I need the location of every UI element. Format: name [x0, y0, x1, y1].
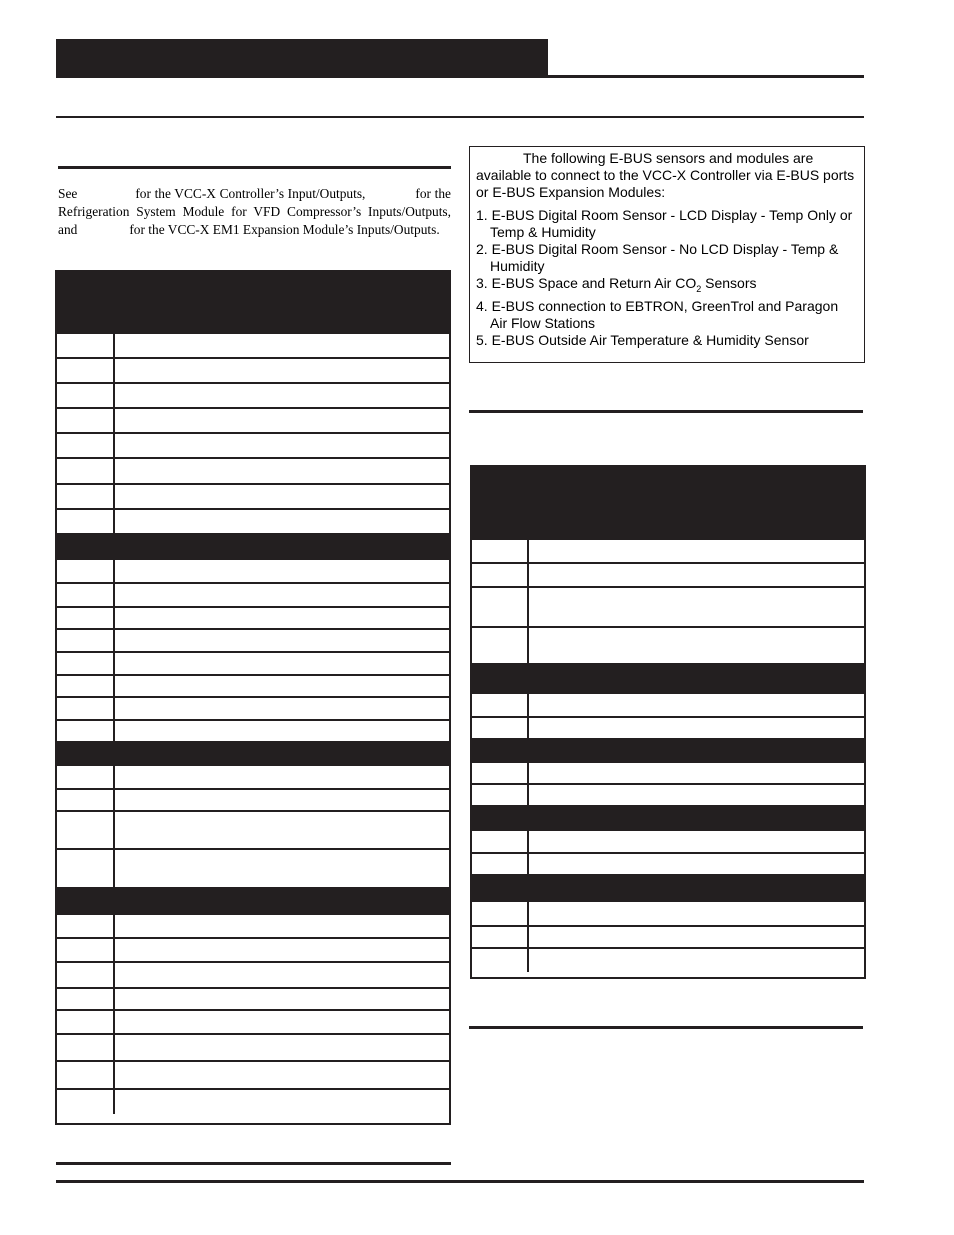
table-row — [472, 626, 864, 663]
ebus-list-item: 1. E-BUS Digital Room Sensor - LCD Display - Temp Only or Temp & Humidity — [476, 207, 853, 240]
table-row — [57, 582, 449, 606]
table-column-divider — [113, 334, 115, 357]
table-row — [57, 382, 449, 407]
intro-prefix: See — [58, 186, 78, 201]
table-row — [57, 1009, 449, 1033]
table-row — [57, 937, 449, 961]
table-row — [472, 692, 864, 716]
table-row — [472, 562, 864, 586]
right-section-rule-2 — [469, 1026, 863, 1029]
table-section-header — [472, 874, 864, 900]
table-column-divider — [527, 540, 529, 562]
table-row — [57, 987, 449, 1009]
table-row — [57, 432, 449, 457]
table-column-divider — [113, 1090, 115, 1114]
ebus-list — [476, 207, 858, 349]
table-section-header — [472, 738, 864, 761]
table-row — [472, 716, 864, 738]
table-column-divider — [113, 584, 115, 606]
table-column-divider — [113, 560, 115, 582]
table-row — [57, 810, 449, 848]
left-io-table — [55, 270, 451, 1125]
table-column-divider — [113, 790, 115, 810]
table-row — [57, 719, 449, 741]
table-column-divider — [527, 902, 529, 925]
ebus-list-item: 2. E-BUS Digital Room Sensor - No LCD Display - Temp & Humidity — [476, 241, 839, 274]
table-row — [57, 913, 449, 937]
table-column-divider — [527, 718, 529, 738]
table-row — [472, 538, 864, 562]
intro-paragraph — [58, 185, 451, 239]
table-column-divider — [113, 384, 115, 407]
table-row — [57, 961, 449, 987]
table-column-divider — [113, 459, 115, 483]
table-row — [472, 925, 864, 947]
table-column-divider — [527, 588, 529, 626]
table-row — [57, 1033, 449, 1060]
table-column-divider — [113, 1035, 115, 1060]
table-header — [472, 467, 864, 538]
table-column-divider — [113, 409, 115, 432]
table-column-divider — [113, 766, 115, 788]
table-header — [57, 272, 449, 332]
table-column-divider — [113, 963, 115, 987]
footer-rule — [56, 1180, 864, 1183]
table-row — [472, 586, 864, 626]
table-row — [472, 947, 864, 972]
ebus-list-item: 3. E-BUS Space and Return Air $CO_2$ Sensors — [476, 275, 757, 294]
intro-part3: for the VCC-X EM1 Expansion Module’s Inputs/Outputs. — [129, 222, 440, 237]
table-column-divider — [113, 359, 115, 382]
table-column-divider — [113, 698, 115, 719]
table-column-divider — [113, 721, 115, 741]
table-row — [57, 628, 449, 651]
table-row — [57, 1088, 449, 1114]
table-row — [57, 508, 449, 533]
table-row — [57, 606, 449, 628]
table-row — [57, 332, 449, 357]
table-column-divider — [113, 915, 115, 937]
table-row — [472, 900, 864, 925]
table-column-divider — [527, 785, 529, 805]
table-section-header — [57, 741, 449, 764]
intro-part2: for the Refrigeration System Module for VFD Compressor’s Inputs/Outputs, and — [58, 186, 451, 237]
table-row — [472, 783, 864, 805]
table-column-divider — [527, 628, 529, 663]
table-row — [472, 852, 864, 874]
table-column-divider — [527, 564, 529, 586]
table-row — [57, 357, 449, 382]
section-rule-top — [56, 116, 864, 118]
table-section-header — [57, 887, 449, 913]
table-column-divider — [113, 676, 115, 696]
ebus-sensors-box — [469, 146, 865, 363]
table-row — [57, 407, 449, 432]
table-column-divider — [113, 434, 115, 457]
table-column-divider — [113, 653, 115, 674]
ebus-intro: The following E-BUS sensors and modules are available to connect to the VCC-X Controller via E-BUS ports or E-BUS Expansion Modules: — [476, 150, 855, 200]
ebus-list-item: 5. E-BUS Outside Air Temperature & Humidity Sensor — [476, 331, 809, 348]
table-row — [57, 674, 449, 696]
table-column-divider — [527, 854, 529, 874]
table-section-header — [472, 663, 864, 692]
table-section-header — [57, 533, 449, 558]
intro-part1: for the VCC-X Controller’s Input/Outputs, — [135, 186, 366, 201]
left-bottom-rule — [56, 1162, 451, 1165]
table-column-divider — [527, 949, 529, 972]
table-row — [472, 829, 864, 852]
right-ebus-table — [470, 465, 866, 979]
table-column-divider — [113, 1011, 115, 1033]
table-column-divider — [113, 485, 115, 508]
table-column-divider — [527, 763, 529, 783]
table-column-divider — [527, 831, 529, 852]
table-column-divider — [113, 510, 115, 533]
table-column-divider — [113, 608, 115, 628]
table-row — [57, 483, 449, 508]
page-header-bar — [56, 39, 548, 78]
table-column-divider — [113, 989, 115, 1009]
table-row — [57, 651, 449, 674]
table-column-divider — [527, 927, 529, 947]
ebus-list-item: 4. E-BUS connection to EBTRON, GreenTrol and Paragon Air Flow Stations — [476, 297, 839, 331]
page-header-rule — [548, 75, 864, 78]
table-column-divider — [113, 630, 115, 651]
table-row — [57, 848, 449, 887]
table-column-divider — [527, 694, 529, 716]
table-row — [57, 696, 449, 719]
table-section-header — [472, 805, 864, 829]
table-row — [57, 764, 449, 788]
left-section-rule — [58, 166, 451, 169]
table-column-divider — [113, 1062, 115, 1088]
table-row — [472, 761, 864, 783]
table-column-divider — [113, 939, 115, 961]
table-column-divider — [113, 812, 115, 848]
table-column-divider — [113, 850, 115, 887]
table-row — [57, 558, 449, 582]
table-row — [57, 788, 449, 810]
table-row — [57, 457, 449, 483]
right-section-rule-1 — [469, 410, 863, 413]
table-row — [57, 1060, 449, 1088]
